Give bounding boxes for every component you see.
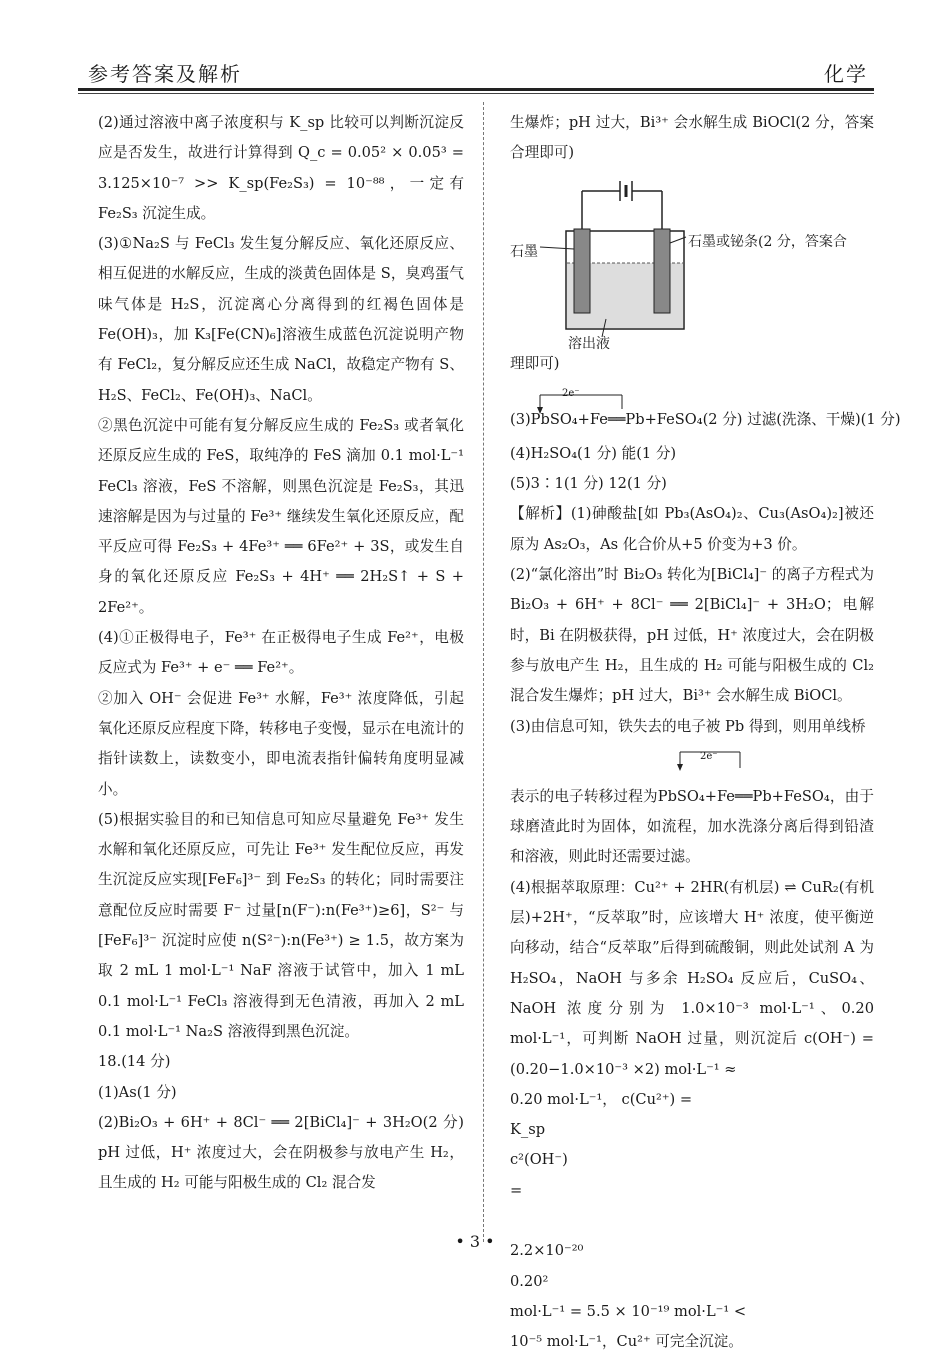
paragraph: (2)通过溶液中离子浓度积与 K_sp 比较可以判断沉淀反应是否发生，故进行计算得到 Q_c = 0.05² × 0.05³ = 3.125×10⁻⁷ >> K_sp(Fe₂S₃) = 10⁻⁸⁸，一定有 Fe₂S₃ 沉淀生成。	[98, 114, 464, 222]
figure-label-graphite: 石墨	[510, 243, 538, 260]
paragraph: (3)①Na₂S 与 FeCl₃ 发生复分解反应、氧化还原反应、相互促进的水解反应，生成的淡黄色固体是 S，臭鸡蛋气味气体是 H₂S，沉淀离心分离得到的红褐色固体是 Fe(OH)₃，加 K₃[Fe(CN)₆]溶液生成蓝色沉淀说明产物有 FeCl₂，复分解反应还生成 NaCl，故稳定产物有 S、H₂S、FeCl₂、Fe(OH)₃、NaCl。	[98, 235, 464, 404]
column-divider	[483, 102, 484, 1242]
figure-label-solution: 溶出液	[568, 335, 610, 352]
paragraph: ②黑色沉淀中可能有复分解反应生成的 Fe₂S₃ 或者氧化还原反应生成的 FeS，取纯净的 FeS 滴加 0.1 mol·L⁻¹ FeCl₃ 溶液，FeS 不溶解，则黑色沉淀是 Fe₂S₃，其迅速溶解是因为与过量的 Fe³⁺ 继续发生氧化还原反应，配平反应可得 Fe₂S₃ + 4Fe³⁺ ══ 6Fe²⁺ + 3S，或发生自身的氧化还原反应 Fe₂S₃ + 4H⁺ ══ 2H₂S↑ + S + 2Fe²⁺。	[98, 416, 464, 616]
electron-label: 2e⁻	[562, 387, 580, 399]
paragraph: (4)H₂SO₄(1 分) 能(1 分)	[510, 444, 677, 462]
formula-line	[510, 1085, 874, 1115]
electron-label: 2e⁻	[700, 750, 718, 762]
question-number: 18.(14 分)	[98, 1053, 171, 1071]
fraction-numerator: K_sp	[510, 1121, 546, 1139]
right-column	[510, 108, 901, 1358]
header-rule-thick	[78, 88, 874, 91]
paragraph: (2)Bi₂O₃ + 6H⁺ + 8Cl⁻ ══ 2[BiCl₄]⁻ + 3H₂O(2 分) pH 过低，H⁺ 浓度过大，会在阴极参与放电产生 H₂，且生成的 H₂ 可能与阳极生成的 Cl₂ 混合发	[98, 1113, 464, 1192]
paragraph: 生爆炸；pH 过大，Bi³⁺ 会水解生成 BiOCl(2 分，答案合理即可)	[510, 114, 874, 162]
fraction-denominator: 0.20²	[510, 1272, 549, 1290]
formula-text: 0.20 mol·L⁻¹， c(Cu²⁺) =	[510, 1090, 693, 1108]
paragraph: (3)由信息可知，铁失去的电子被 Pb 得到，则用单线桥	[510, 717, 866, 735]
paragraph: (1)As(1 分)	[98, 1083, 177, 1101]
paragraph: (4)根据萃取原理：Cu²⁺ + 2HR(有机层) ⇌ CuR₂(有机层)+2H⁺，“反萃取”时，应该增大 H⁺ 浓度，使平衡逆向移动，结合“反萃取”后得到硫酸铜，则此处试剂 A 为 H₂SO₄，NaOH 与多余 H₂SO₄ 反应后，CuSO₄、NaOH 浓度分别为 1.0×10⁻³ mol·L⁻¹、0.20 mol·L⁻¹，可判断 NaOH 过量，则沉淀后 c(OH⁻) = (0.20−1.0×10⁻³ ×2) mol·L⁻¹ ≈	[510, 878, 874, 1078]
paragraph: ②加入 OH⁻ 会促进 Fe³⁺ 水解，Fe³⁺ 浓度降低，引起氧化还原反应程度下降，转移电子变慢，显示在电流计的指针读数上，读数变小，即电流表指针偏转角度明显减小。	[98, 689, 464, 798]
paragraph: (4)①正极得电子，Fe³⁺ 在正极得电子生成 Fe²⁺，电极反应式为 Fe³⁺ + e⁻ ══ Fe²⁺。	[98, 629, 464, 677]
fraction-denominator: c²(OH⁻)	[510, 1151, 568, 1169]
electrolysis-figure	[510, 169, 874, 352]
header-subject: 化学	[824, 62, 868, 86]
equals-sign: =	[510, 1181, 523, 1199]
answer-line: (3)PbSO₄+Fe══Pb+FeSO₄(2 分) 过滤(洗涤、干燥)(1 分)	[510, 410, 901, 428]
electron-transfer-line	[510, 379, 901, 439]
formula-text: mol·L⁻¹ = 5.5 × 10⁻¹⁹ mol·L⁻¹ <	[510, 1302, 747, 1320]
paragraph: (2)“氯化溶出”时 Bi₂O₃ 转化为[BiCl₄]⁻ 的离子方程式为 Bi₂O₃ + 6H⁺ + 8Cl⁻ ══ 2[BiCl₄]⁻ + 3H₂O；电解时，Bi 在阴极获得，pH 过低，H⁺ 浓度过大，会在阴极参与放电产生 H₂，且生成的 H₂ 可能与阳极生成的 Cl₂ 混合发生爆炸；pH 过大，Bi³⁺ 会水解生成 BiOCl。	[510, 566, 874, 705]
left-column	[98, 108, 464, 1199]
header-title: 参考答案及解析	[88, 62, 242, 86]
paragraph: 理即可)	[510, 354, 560, 372]
fraction-numerator: 2.2×10⁻²⁰	[510, 1242, 584, 1260]
paragraph: 【解析】(1)砷酸盐[如 Pb₃(AsO₄)₂、Cu₃(AsO₄)₂]被还原为 As₂O₃，As 化合价从+5 价变为+3 价。	[510, 505, 874, 553]
paragraph: 10⁻⁵ mol·L⁻¹，Cu²⁺ 可完全沉淀。	[510, 1333, 743, 1351]
header-rule-thin	[78, 93, 874, 94]
electron-transfer-line	[510, 742, 874, 782]
page-header	[78, 52, 874, 90]
electrolysis-diagram	[510, 169, 874, 349]
paragraph: (5)3∶1(1 分) 12(1 分)	[510, 475, 667, 493]
single-bridge-arrow	[670, 742, 790, 772]
paragraph: (5)根据实验目的和已知信息可知应尽量避免 Fe³⁺ 发生水解和氧化还原反应，可先让 Fe³⁺ 发生配位反应，再发生沉淀反应实现[FeF₆]³⁻ 到 Fe₂S₃ 的转化；同时需要注意配位反应时需要 F⁻ 过量[n(F⁻):n(Fe³⁺)≥6]，S²⁻ 与[FeF₆]³⁻ 沉淀时应使 n(S²⁻):n(Fe³⁺) ≥ 1.5，故方案为取 2 mL 1 mol·L⁻¹ NaF 溶液于试管中，加入 1 mL 0.1 mol·L⁻¹ FeCl₃ 溶液得到无色清液，再加入 2 mL 0.1 mol·L⁻¹ Na₂S 溶液得到黑色沉淀。	[98, 810, 464, 1040]
paragraph: 表示的电子转移过程为PbSO₄+Fe══Pb+FeSO₄，由于球磨渣此时为固体，如流程，加水洗涤分离后得到铅渣和溶液，则此时还需要过滤。	[510, 787, 874, 866]
page-number: • 3 •	[455, 1232, 495, 1251]
figure-label-cathode: 石墨或铋条(2 分，答案合	[688, 233, 847, 250]
